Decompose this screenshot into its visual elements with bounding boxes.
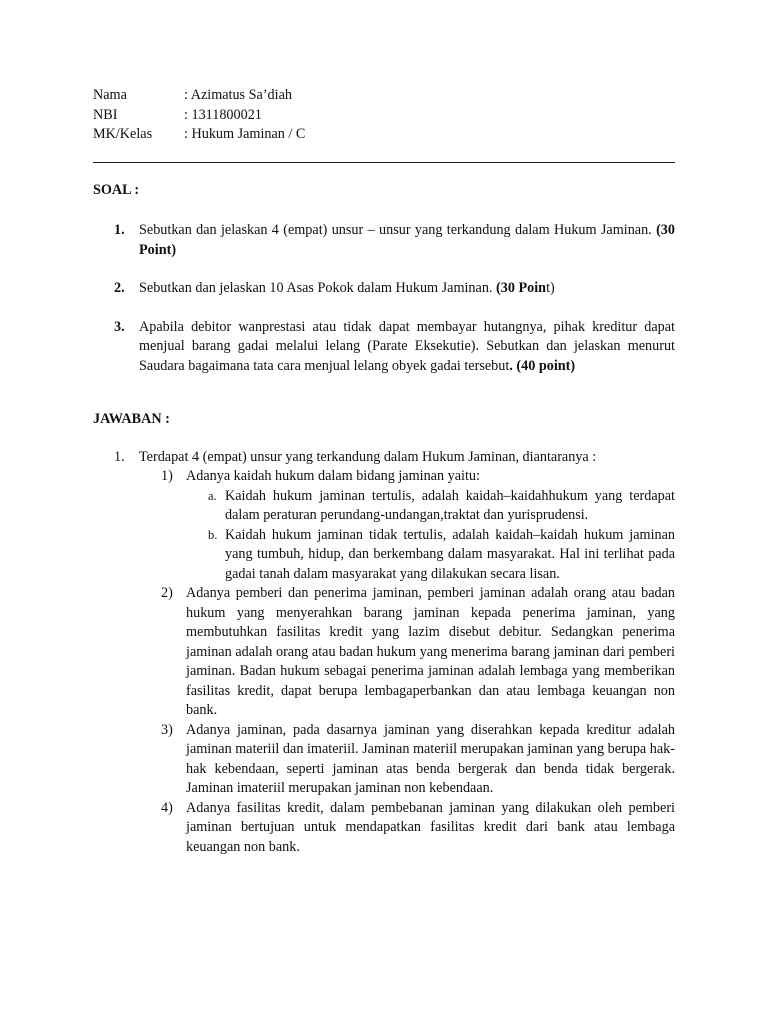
- question-points: (30 Point): [139, 222, 675, 258]
- element-item: [161, 467, 675, 584]
- element-item: [161, 584, 675, 721]
- info-row-mk-kelas: [93, 125, 675, 145]
- subitem-letter: a.: [208, 488, 217, 503]
- answer-intro: Terdapat 4 (empat) unsur yang terkandung dalam Hukum Jaminan, diantaranya :: [139, 448, 597, 465]
- info-row-nbi: [93, 106, 675, 126]
- element-text: Adanya jaminan, pada dasarnya jaminan yang diserahkan kepada kreditur adalah jaminan materiil dan imateriil. Jaminan materiil merupakan jaminan yang berupa hak-hak kebendaan, seperti jaminan atas benda bergerak dan benda tidak bergerak. Jaminan imateriil merupakan jaminan non kebendaan.: [186, 721, 675, 796]
- element-number: 1): [161, 468, 173, 484]
- student-info: [93, 86, 675, 145]
- question-points: (30 Poin: [496, 280, 547, 296]
- element-number: 2): [161, 585, 173, 601]
- answer-item: [93, 448, 675, 468]
- element-number: 3): [161, 721, 173, 738]
- info-label: MK/Kelas: [93, 126, 153, 142]
- question-number: 3.: [114, 318, 125, 335]
- question-text: [139, 221, 675, 260]
- element-text: Adanya kaidah hukum dalam bidang jaminan yaitu:: [186, 468, 480, 484]
- document-page: [93, 86, 675, 857]
- subitem-text: Kaidah hukum jaminan tertulis, adalah kaidah–kaidahhukum yang terdapat dalam peraturan perundang-undangan,traktat dan yurisprudensi.: [225, 487, 675, 523]
- info-value: : Azimatus Sa’diah: [184, 87, 292, 103]
- info-value: : 1311800021: [184, 106, 262, 123]
- question-tail: t): [546, 280, 555, 296]
- element-item: [161, 721, 675, 799]
- question-item: [93, 221, 675, 260]
- question-number: 1.: [114, 222, 125, 238]
- element-item: [161, 799, 675, 858]
- info-value: : Hukum Jaminan / C: [184, 126, 306, 142]
- element-body: [186, 467, 675, 584]
- question-item: [93, 318, 675, 377]
- question-body: Apabila debitor wanprestasi atau tidak dapat membayar hutangnya, pihak kreditur dapat menjual barang gadai melalui lelang (Parate Eksekutie). Sebutkan dan jelaskan menurut Saudara bagaimana tata cara menjual lelang obyek gadai tersebut: [139, 318, 675, 374]
- info-label: Nama: [93, 87, 127, 103]
- question-text: [139, 279, 675, 299]
- answer-number: 1.: [114, 448, 125, 465]
- question-body: Sebutkan dan jelaskan 10 Asas Pokok dalam Hukum Jaminan.: [139, 280, 497, 296]
- jawaban-heading: JAWABAN :: [93, 411, 170, 427]
- question-number: 2.: [114, 280, 125, 296]
- question-text: [139, 318, 675, 377]
- question-body: Sebutkan dan jelaskan 4 (empat) unsur – unsur yang terkandung dalam Hukum Jaminan.: [139, 222, 657, 238]
- question-list: [93, 221, 675, 376]
- info-label: NBI: [93, 106, 118, 123]
- soal-heading: SOAL :: [93, 181, 140, 198]
- element-list: [161, 467, 675, 857]
- element-text: Adanya pemberi dan penerima jaminan, pemberi jaminan adalah orang atau badan hukum yang menyerahkan barang jaminan kepada penerima jaminan, yang membutuhkan fasilitas kredit yang lazim disebut debitur. Sedangkan penerima jaminan adalah orang atau badan hukum yang menerima barang jaminan dari pemberi jaminan. Badan hukum sebagai penerima jaminan adalah lembaga yang memberikan fasilitas kredit, dapat berupa lembagaperbankan dan atau lembaga keuangan non bank.: [186, 585, 675, 718]
- subitem-text: Kaidah hukum jaminan tidak tertulis, adalah kaidah–kaidah hukum jaminan yang tumbuh, hidup, dan berkembang dalam masyarakat. Hal ini terlihat pada gadai tanah dalam masyarakat yang dilakukan secara lisan.: [225, 526, 675, 582]
- subitem: [208, 526, 675, 585]
- subitem-letter: b.: [208, 527, 218, 542]
- question-item: [93, 279, 675, 299]
- element-text: Adanya fasilitas kredit, dalam pembebanan jaminan yang dilakukan oleh pemberi jaminan bertujuan untuk mendapatkan fasilitas kredit dari bank atau lembaga keuangan non bank.: [186, 799, 675, 855]
- question-points: . (40 point): [509, 357, 576, 374]
- header-divider: [93, 162, 675, 163]
- info-row-nama: [93, 86, 675, 106]
- element-number: 4): [161, 799, 173, 816]
- subitem-list: [208, 487, 675, 585]
- subitem: [208, 487, 675, 526]
